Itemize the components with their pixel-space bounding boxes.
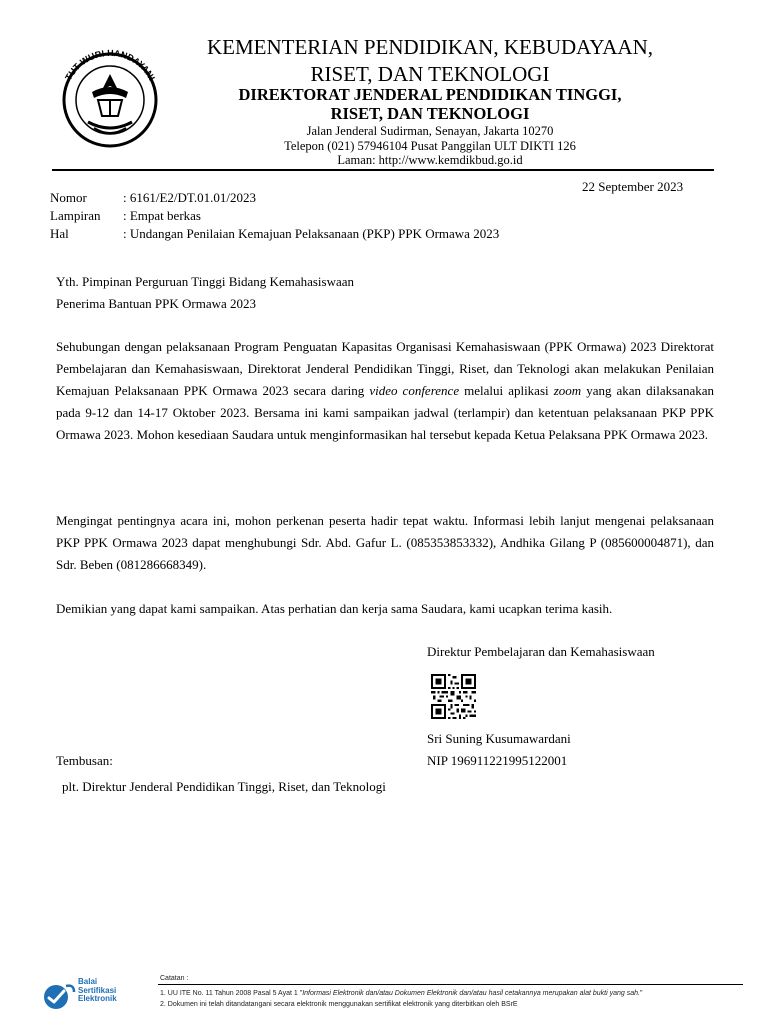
- para1-text-b: melalui aplikasi: [459, 383, 554, 398]
- ministry-logo: [48, 38, 172, 148]
- note1-text-a: 1. UU ITE No. 11 Tahun 2008 Pasal 5 Ayat 1 ": [160, 990, 303, 997]
- ministry-name: [180, 34, 680, 88]
- recipient-line2: Penerima Bantuan PPK Ormawa 2023: [56, 296, 257, 311]
- body-paragraph-2: Mengingat pentingnya acara ini, mohon perkenan peserta hadir tepat waktu. Informasi lebih lanjut mengenai pelaksanaan PKP PPK Ormawa 2023 dapat menghubungi Sdr. Abd. Gafur L. (085353853332), Andhika Gilang P (085600004871), dan Sdr. Beben (081286668349).: [56, 513, 714, 572]
- signer-title: Direktur Pembelajaran dan Kemahasiswaan: [427, 644, 655, 659]
- header-divider: [52, 169, 714, 171]
- phone: Telepon (021) 57946104 Pusat Panggilan ULT DIKTI 126: [284, 138, 576, 153]
- bsre-line2: Sertifikasi: [78, 985, 117, 995]
- tembusan-label: Tembusan:: [56, 753, 113, 768]
- ministry-line2: RISET, DAN TEKNOLOGI: [310, 62, 550, 86]
- ministry-line1: KEMENTERIAN PENDIDIKAN, KEBUDAYAAN,: [206, 35, 654, 59]
- meta-row-nomor: [50, 189, 499, 207]
- letter-date: 22 September 2023: [582, 179, 684, 194]
- directorate-name: [180, 85, 680, 123]
- meta-value: : Empat berkas: [123, 208, 201, 223]
- logo-motto: TUT WURI HANDAYANI: [63, 47, 157, 83]
- signer-nip: NIP 196911221995122001: [427, 753, 568, 768]
- meta-label: Hal: [50, 226, 69, 241]
- directorate-line2: RISET, DAN TEKNOLOGI: [330, 104, 530, 123]
- body-paragraph-1: [56, 336, 714, 446]
- letter-meta: [50, 189, 499, 243]
- meta-row-lampiran: [50, 207, 499, 225]
- address: Jalan Jenderal Sudirman, Senayan, Jakarta 10270: [306, 124, 554, 138]
- para1-text-a: Sehubungan dengan pelaksanaan Program Penguatan Kapasitas Organisasi Kemahasiswaan (PPK Ormawa) 2023 Direktorat Pembelajaran dan Kemahasiswaan, Direktorat Jenderal Pendidikan Tinggi, Riset, dan Teknologi akan melakukan Penilaian Kemajuan Pelaksanaan PPK Ormawa 2023 secara daring: [56, 339, 714, 398]
- bsre-name: [78, 978, 117, 1004]
- footer-notes: [160, 988, 642, 1010]
- qr-code: [431, 674, 476, 719]
- recipient-line1: Yth. Pimpinan Perguruan Tinggi Bidang Kemahasiswaan: [56, 274, 355, 289]
- contact-block: [180, 124, 680, 168]
- meta-label: Nomor: [50, 190, 87, 205]
- footer-divider: [158, 984, 743, 985]
- note-1: [160, 988, 642, 999]
- catatan-label: Catatan :: [160, 975, 189, 982]
- meta-row-hal: [50, 225, 499, 243]
- bsre-line3: Elektronik: [78, 994, 117, 1003]
- recipient: [56, 271, 714, 315]
- body-paragraph-3: Demikian yang dapat kami sampaikan. Atas perhatian dan kerja sama Saudara, kami ucapkan terima kasih.: [56, 601, 613, 616]
- directorate-line1: DIREKTORAT JENDERAL PENDIDIKAN TINGGI,: [238, 85, 622, 104]
- meta-label: Lampiran: [50, 208, 101, 223]
- para1-italic-video: video conference: [369, 383, 460, 398]
- note1-italic: Informasi Elektronik dan/atau Dokumen Elektronik dan/atau hasil cetakannya merupakan alat bukti yang sah.: [302, 990, 640, 997]
- website: Laman: http://www.kemdikbud.go.id: [337, 153, 523, 167]
- tembusan-item: plt. Direktur Jenderal Pendidikan Tinggi, Riset, dan Teknologi: [62, 779, 386, 794]
- note1-text-b: ": [639, 990, 643, 997]
- para1-text-c: yang akan dilaksanakan pada 9-12 dan 14-17 Oktober 2023. Bersama ini kami sampaikan jadwal (terlampir) dan ketentuan pelaksanaan PKP PPK Ormawa 2023. Mohon kesediaan Saudara untuk menginformasikan hal tersebut kepada Ketua Pelaksana PPK Ormawa 2023.: [56, 383, 714, 442]
- meta-value: : Undangan Penilaian Kemajuan Pelaksanaan (PKP) PPK Ormawa 2023: [123, 226, 500, 241]
- bsre-line1: Balai: [78, 977, 98, 986]
- signer-name: Sri Suning Kusumawardani: [427, 731, 571, 746]
- note-2: 2. Dokumen ini telah ditandatangani secara elektronik menggunakan sertifikat elektronik yang diterbitkan oleh BSrE: [160, 1001, 518, 1008]
- bsre-logo-icon: [38, 980, 78, 1012]
- meta-value: : 6161/E2/DT.01.01/2023: [123, 190, 257, 205]
- para1-italic-zoom: zoom: [553, 383, 582, 398]
